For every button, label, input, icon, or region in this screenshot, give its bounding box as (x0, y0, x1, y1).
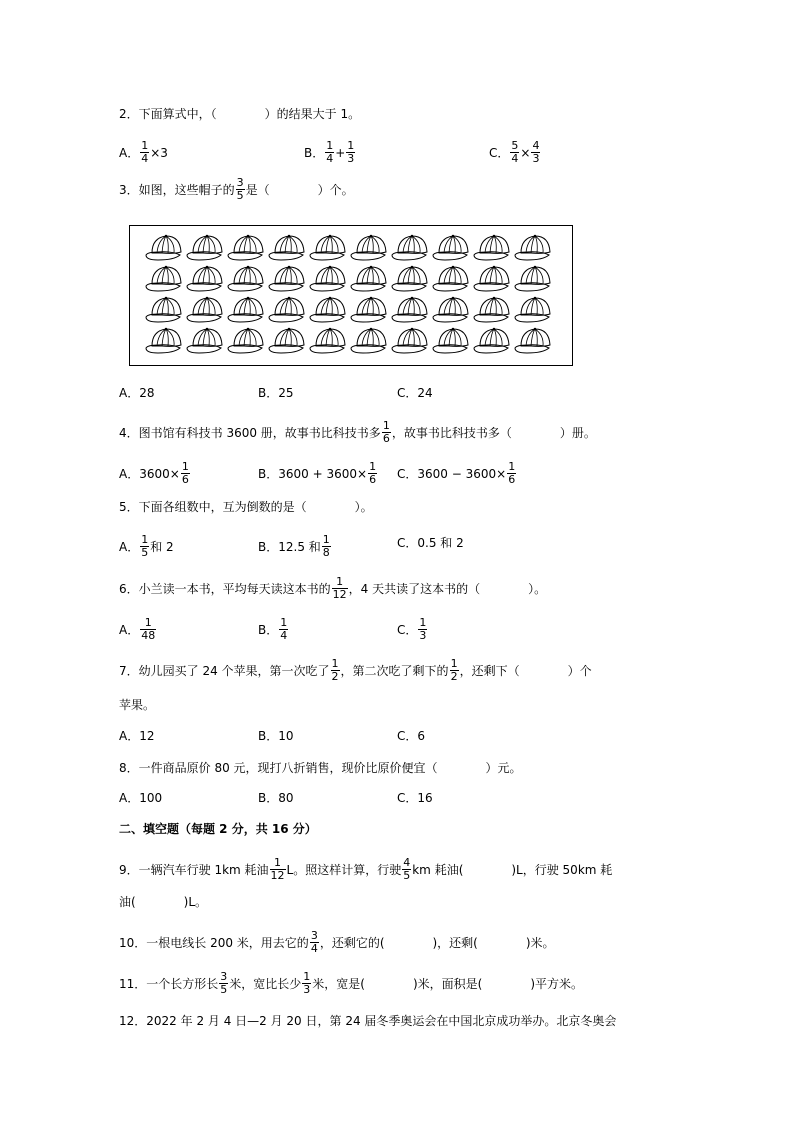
q5-option-c: C．0.5 和 2 (397, 536, 464, 550)
hat-icon (226, 325, 267, 356)
hat-icon (431, 263, 472, 294)
q7-stem: 7．幼儿园买了 24 个苹果，第一次吃了 $\frac{1}{2}$ ，第二次吃了剩下的 $\frac{1}{2}$ ，还剩下（ ）个 (119, 657, 592, 683)
q10-stem: 10．一根电线长 200 米，用去它的 $\frac{3}{4}$ ，还剩它的( )，还剩( )米。 (119, 929, 555, 955)
hat-icon (267, 232, 308, 263)
hat-icon (390, 325, 431, 356)
hat-grid (144, 232, 564, 360)
q7-option-c: C．6 (397, 729, 426, 743)
hat-icon (267, 263, 308, 294)
q3-option-a: A．28 (119, 386, 155, 400)
section-title: 二、填空题（每题 2 分，共 16 分） (119, 822, 317, 836)
hat-icon (390, 263, 431, 294)
q7-stem-line2: 苹果。 (119, 698, 156, 712)
q2-option-b: B． $\frac{1}{4}$ + $\frac{1}{3}$ (304, 139, 355, 165)
hats-figure (129, 225, 573, 366)
q11-stem: 11．一个长方形长 $\frac{3}{5}$ 米，宽比长少 $\frac{1}{3}$ 米，宽是( )米，面积是( )平方米。 (119, 970, 584, 996)
hat-icon (267, 294, 308, 325)
hat-icon (308, 263, 349, 294)
hat-icon (226, 294, 267, 325)
hat-icon (513, 294, 554, 325)
hat-icon (349, 294, 390, 325)
hat-icon (226, 232, 267, 263)
hat-icon (144, 325, 185, 356)
hat-icon (513, 232, 554, 263)
hat-icon (308, 294, 349, 325)
hat-icon (144, 232, 185, 263)
q4-option-b: B．3600 + 3600× $\frac{1}{6}$ (258, 460, 377, 486)
hat-icon (185, 232, 226, 263)
q8-option-c: C．16 (397, 791, 433, 805)
hat-icon (431, 232, 472, 263)
q9-stem: 9．一辆汽车行驶 1km 耗油 $\frac{1}{12}$ L。照这样计算，行驶 $\frac{4}{5}$ km 耗油( )L，行驶 50km 耗 (119, 856, 613, 882)
q6-stem: 6．小兰读一本书，平均每天读这本书的 $\frac{1}{12}$ ，4 天共读了这本书的（ ）。 (119, 575, 547, 601)
q3-option-c: C．24 (397, 386, 433, 400)
hat-icon (472, 325, 513, 356)
hat-icon (185, 294, 226, 325)
q2-option-c: C． $\frac{5}{4}$ × $\frac{4}{3}$ (489, 139, 540, 165)
hat-icon (390, 232, 431, 263)
hat-icon (513, 263, 554, 294)
q8-option-b: B．80 (258, 791, 294, 805)
hat-icon (185, 263, 226, 294)
q6-option-a: A． $\frac{1}{48}$ (119, 616, 156, 642)
hat-icon (513, 325, 554, 356)
hat-icon (144, 263, 185, 294)
q6-option-c: C． $\frac{1}{3}$ (397, 616, 427, 642)
hat-icon (472, 263, 513, 294)
q3-option-b: B．25 (258, 386, 294, 400)
q6-option-b: B． $\frac{1}{4}$ (258, 616, 288, 642)
hat-icon (349, 325, 390, 356)
q2-stem: 2．下面算式中，（ ）的结果大于 1。 (119, 107, 361, 121)
q7-option-a: A．12 (119, 729, 155, 743)
q8-stem: 8．一件商品原价 80 元，现打八折销售，现价比原价便宜（ ）元。 (119, 761, 522, 775)
hat-icon (431, 325, 472, 356)
q4-stem: 4．图书馆有科技书 3600 册，故事书比科技书多 $\frac{1}{6}$ ，故事书比科技书多（ ）册。 (119, 419, 596, 445)
q12-stem: 12．2022 年 2 月 4 日—2 月 20 日，第 24 届冬季奥运会在中国北京成功举办。北京冬奥会 (119, 1014, 617, 1028)
hat-icon (144, 294, 185, 325)
hat-icon (185, 325, 226, 356)
q8-option-a: A．100 (119, 791, 163, 805)
fraction: $\frac{1}{4}$ (141, 139, 149, 165)
q7-option-b: B．10 (258, 729, 294, 743)
q5-stem: 5．下面各组数中，互为倒数的是（ ）。 (119, 500, 373, 514)
q3-stem: 3．如图，这些帽子的 $\frac{3}{5}$ 是（ ）个。 (119, 176, 354, 202)
hat-icon (308, 232, 349, 263)
hat-icon (349, 232, 390, 263)
hat-icon (349, 263, 390, 294)
hat-icon (267, 325, 308, 356)
q2-option-a: A． $\frac{1}{4}$ ×3 (119, 139, 168, 165)
hat-icon (390, 294, 431, 325)
q9-stem-line2: 油( )L。 (119, 895, 208, 909)
hat-icon (308, 325, 349, 356)
q4-option-c: C．3600 − 3600× $\frac{1}{6}$ (397, 460, 516, 486)
q5-option-b: B．12.5 和 $\frac{1}{8}$ (258, 533, 330, 559)
hat-icon (472, 232, 513, 263)
hat-icon (431, 294, 472, 325)
q5-option-a: A． $\frac{1}{5}$ 和 2 (119, 533, 174, 559)
hat-icon (472, 294, 513, 325)
hat-icon (226, 263, 267, 294)
q4-option-a: A．3600× $\frac{1}{6}$ (119, 460, 189, 486)
